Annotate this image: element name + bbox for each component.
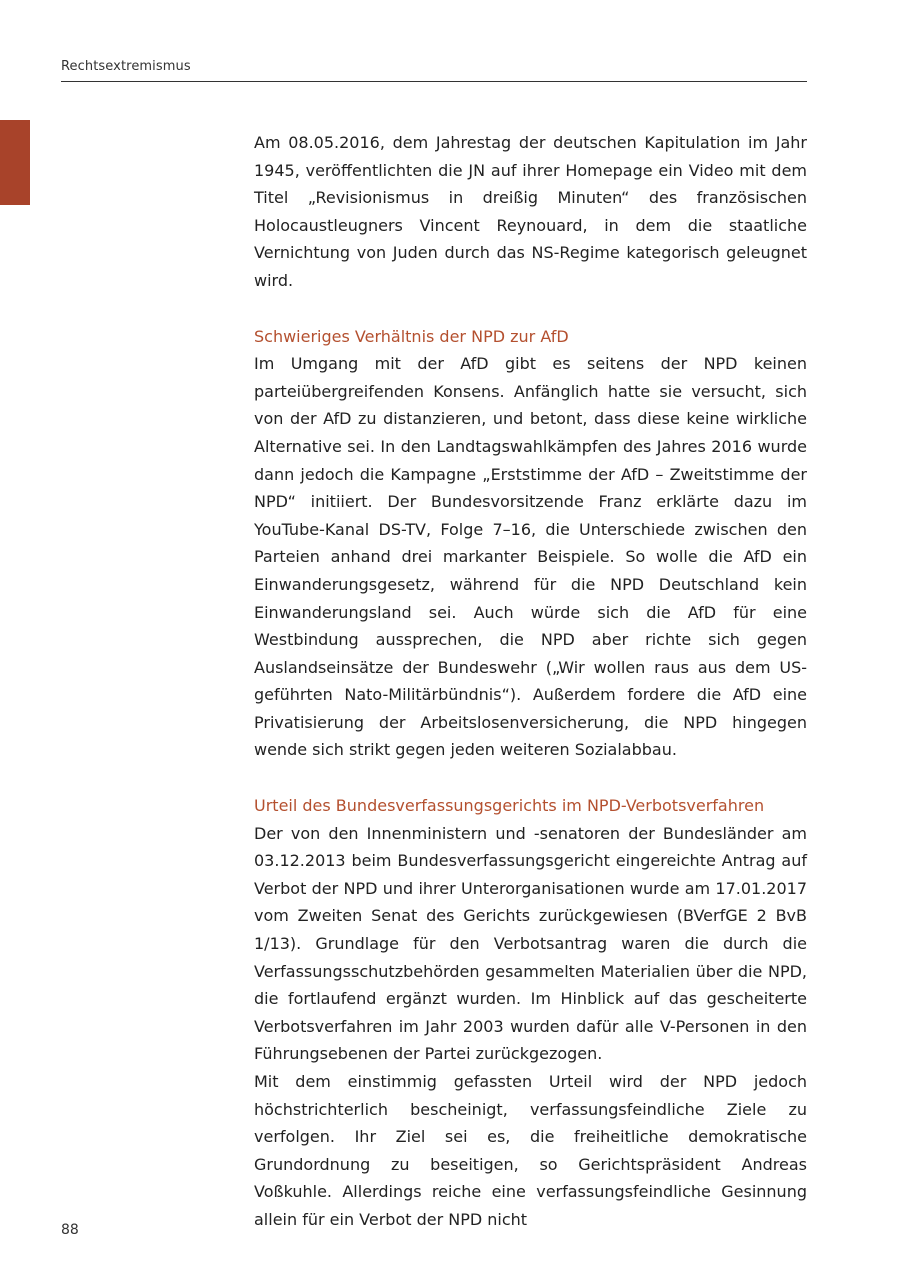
chapter-marker-tab: [0, 120, 30, 205]
section-spacer: [254, 295, 807, 323]
page-body: [254, 129, 807, 1234]
section-heading-npd-afd: Schwieriges Verhältnis der NPD zur AfD: [254, 326, 569, 346]
running-header: Rechtsextremismus: [61, 59, 191, 74]
header-divider: [61, 81, 807, 82]
intro-paragraph: Am 08.05.2016, dem Jahrestag der deutschen Kapitulation im Jahr 1945, veröffentlichten die JN auf ihrer Homepage ein Video mit dem Titel „Revisionismus in dreißig Minuten“ des französischen Holocaustleugners Vincent Reynouard, in dem die staatliche Vernichtung von Juden durch das NS-Regime kategorisch geleugnet wird.: [254, 133, 807, 290]
section-paragraph-npd-afd: Im Umgang mit der AfD gibt es seitens der NPD keinen parteiübergreifenden Konsens. Anfänglich hatte sie versucht, sich von der AfD zu distanzieren, und betont, dass diese keine wirkliche Alternative sei. In den Landtagswahlkämpfen des Jahres 2016 wurde dann jedoch die Kampagne „Erststimme der AfD – Zweitstimme der NPD“ initiiert. Der Bundesvorsitzende Franz erklärte dazu im YouTube-Kanal DS-TV, Folge 7–16, die Unterschiede zwischen den Parteien anhand drei markanter Beispiele. So wolle die AfD ein Einwanderungsgesetz, während für die NPD Deutschland kein Einwanderungsland sei. Auch würde sich die AfD für eine Westbindung aussprechen, die NPD aber richte sich gegen Auslandseinsätze der Bundeswehr („Wir wollen raus aus dem US-geführten Nato-Militärbündnis“). Außerdem fordere die AfD eine Privatisierung der Arbeitslosenversicherung, die NPD hingegen wende sich strikt gegen jeden weiteren Sozialabbau.: [254, 354, 807, 760]
section-spacer: [254, 764, 807, 792]
page-number: 88: [61, 1222, 79, 1238]
section-heading-verbotsverfahren: Urteil des Bundesverfassungsgerichts im NPD-Verbotsverfahren: [254, 796, 765, 816]
section-paragraph-verbotsverfahren-1: Der von den Innenministern und -senatoren der Bundesländer am 03.12.2013 beim Bundesverfassungsgericht eingereichte Antrag auf Verbot der NPD und ihrer Unterorganisationen wurde am 17.01.2017 vom Zweiten Senat des Gerichts zurückgewiesen (BVerfGE 2 BvB 1/13). Grundlage für den Verbotsantrag waren die durch die Verfassungsschutzbehörden gesammelten Materialien über die NPD, die fortlaufend ergänzt wurden. Im Hinblick auf das gescheiterte Verbotsverfahren im Jahr 2003 wurden dafür alle V-Personen in den Führungsebenen der Partei zurückgezogen.: [254, 823, 807, 1064]
section-paragraph-verbotsverfahren-2: Mit dem einstimmig gefassten Urteil wird der NPD jedoch höchstrichterlich bescheinigt, verfassungsfeindliche Ziele zu verfolgen. Ihr Ziel sei es, die freiheitliche demokratische Grundordnung zu beseitigen, so Gerichtspräsident Andreas Voßkuhle. Allerdings reiche eine verfassungsfeindliche Gesinnung allein für ein Verbot der NPD nicht: [254, 1072, 807, 1229]
